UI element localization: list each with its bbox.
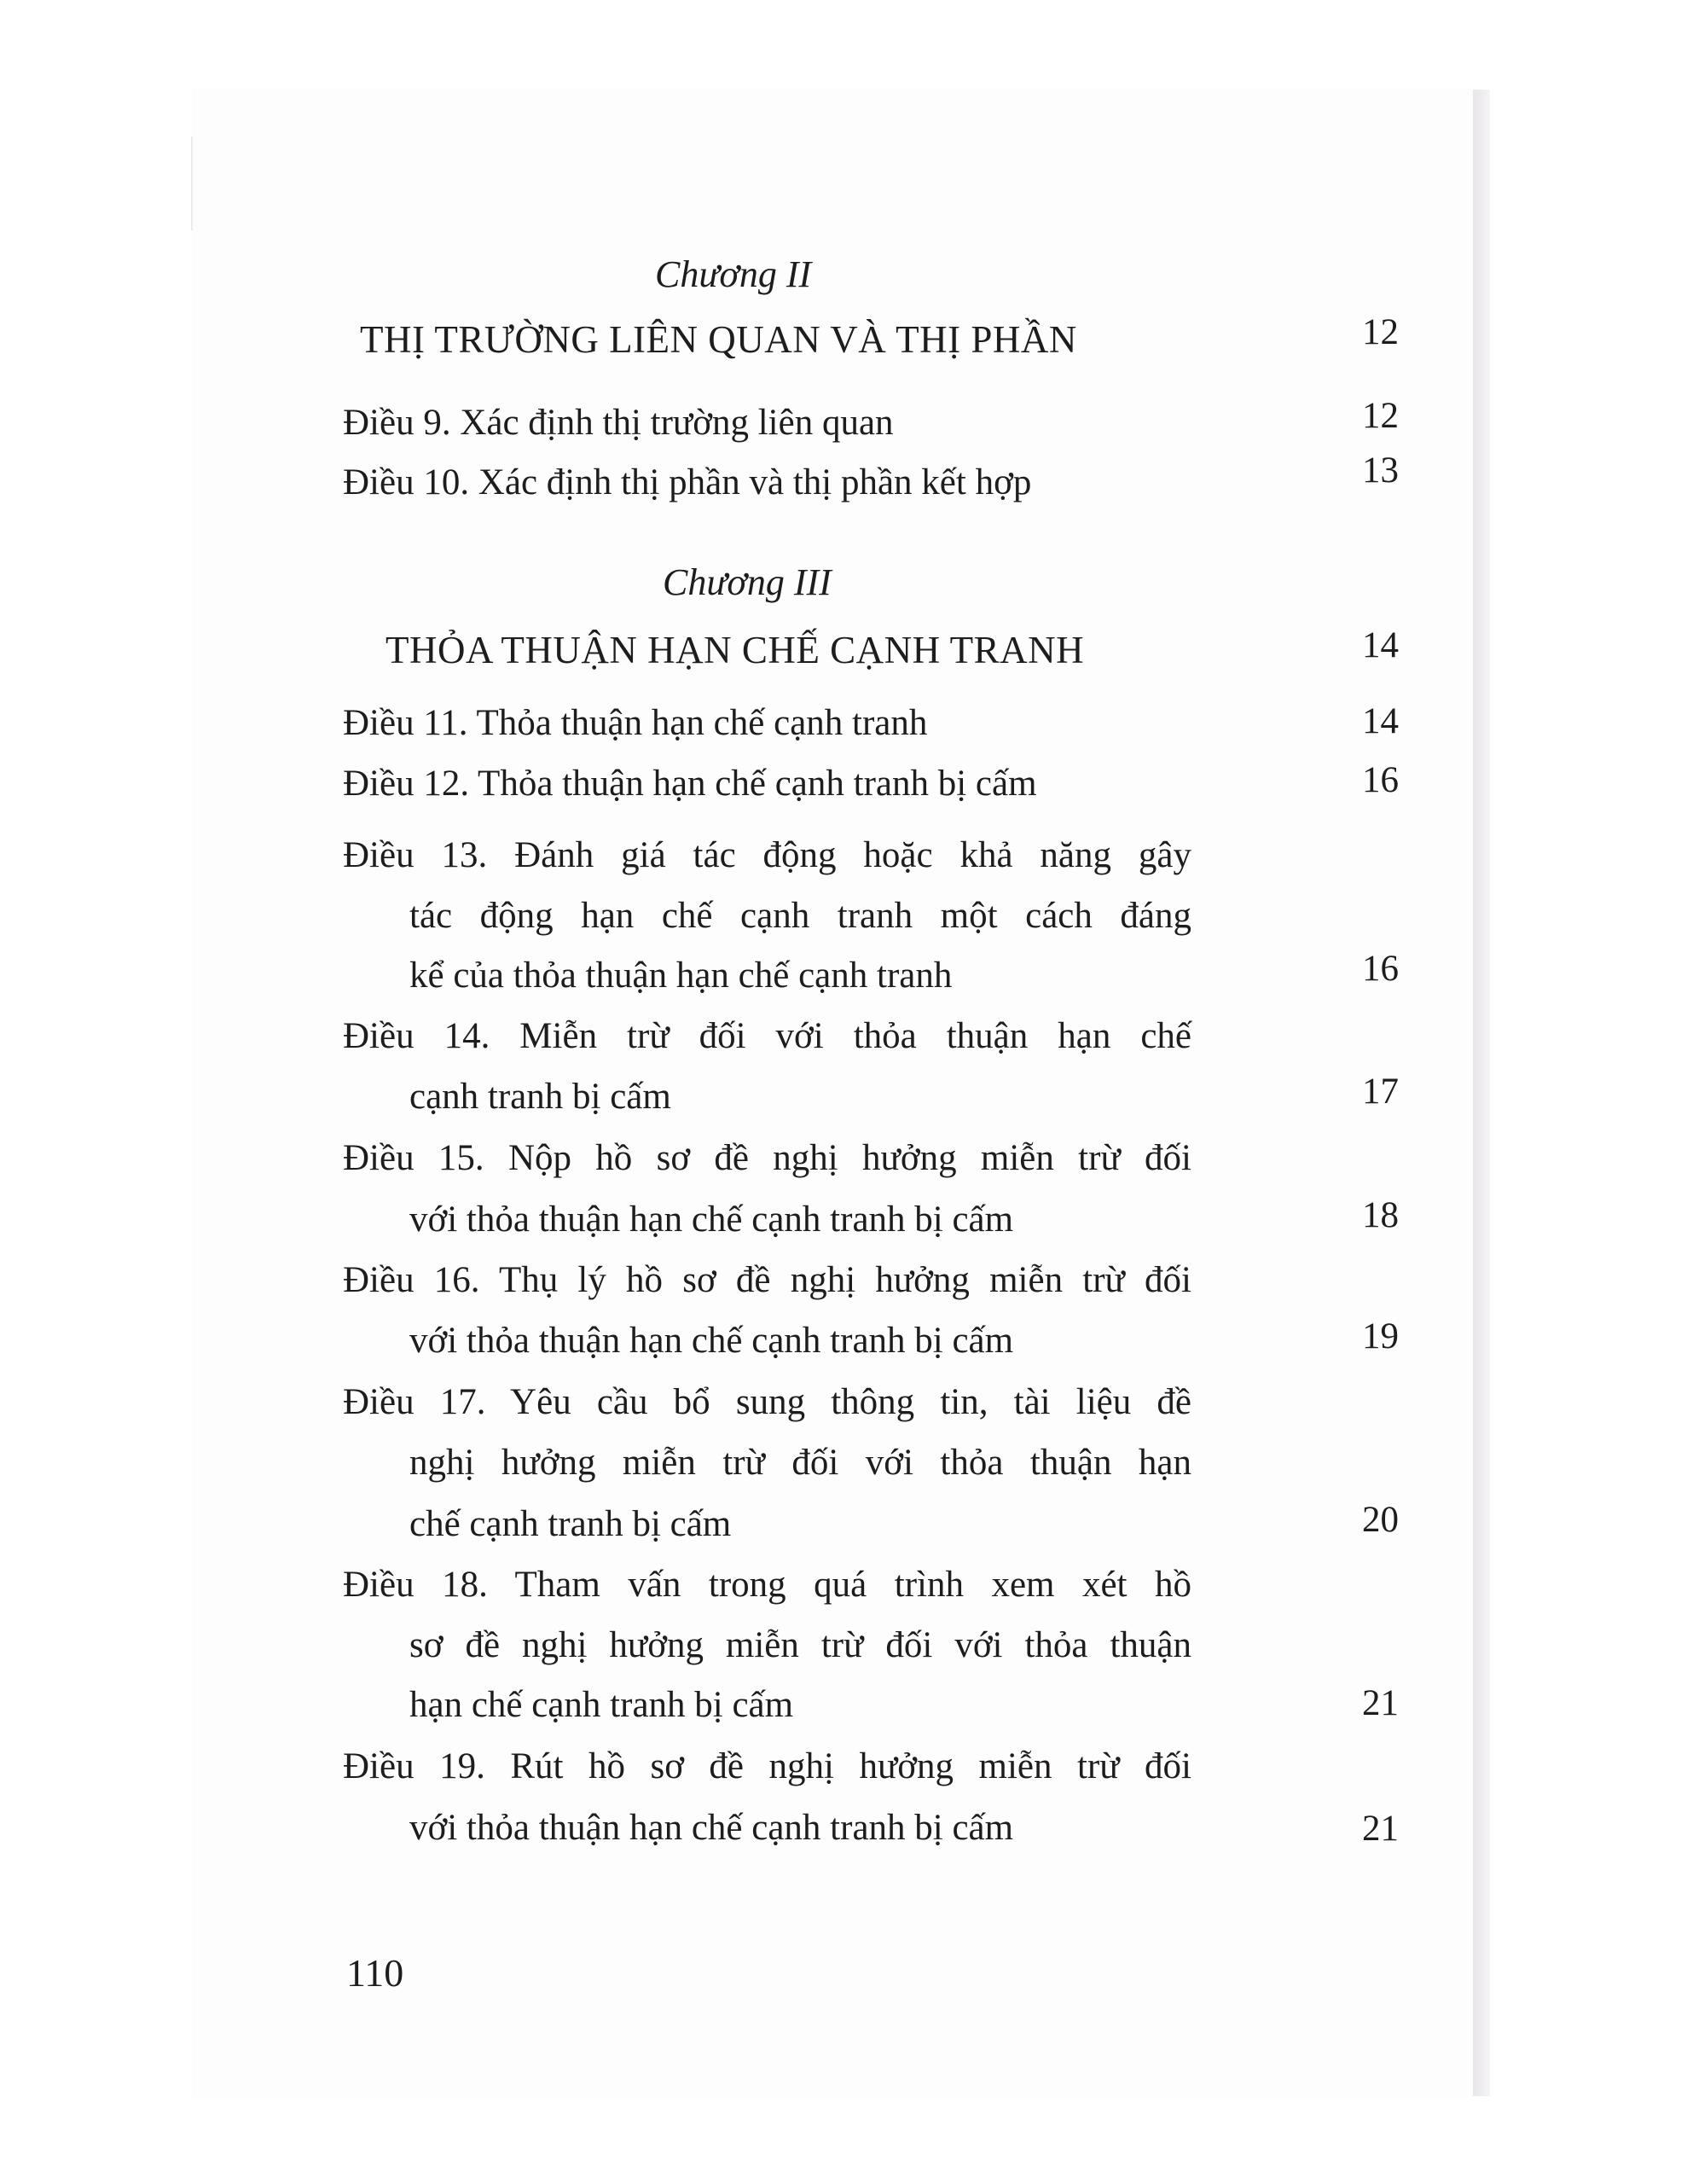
toc-page-ref: 12	[1362, 396, 1399, 436]
toc-entry-line: Điều 13. Đánh giá tác động hoặc khả năng gây	[343, 835, 1191, 875]
toc-entry-continuation: hạn chế cạnh tranh bị cấm	[409, 1685, 794, 1725]
toc-page-ref: 13	[1362, 450, 1399, 491]
page-edge-shadow	[1473, 90, 1490, 2096]
toc-entry-continuation: sơ đề nghị hưởng miễn trừ đối với thỏa thuận	[409, 1625, 1191, 1665]
toc-entry-line: Điều 18. Tham vấn trong quá trình xem xét hồ	[343, 1565, 1191, 1605]
chapter-label: Chương II	[655, 253, 812, 295]
toc-entry-continuation: kể của thỏa thuận hạn chế cạnh tranh	[409, 956, 953, 996]
toc-entry-line: Điều 15. Nộp hồ sơ đề nghị hưởng miễn trừ đối	[343, 1138, 1191, 1178]
toc-entry-line: Điều 11. Thỏa thuận hạn chế cạnh tranh	[343, 703, 928, 743]
toc-entry-continuation: tác động hạn chế cạnh tranh một cách đáng	[409, 896, 1191, 936]
toc-page-ref: 20	[1362, 1500, 1399, 1540]
page-left-edge-mark	[191, 136, 193, 230]
toc-page-ref: 21	[1362, 1809, 1399, 1849]
toc-entry-line: Điều 17. Yêu cầu bổ sung thông tin, tài liệu đề	[343, 1382, 1191, 1422]
toc-page-ref: 14	[1362, 701, 1399, 741]
chapter-page-ref: 14	[1362, 625, 1399, 665]
toc-entry-continuation: cạnh tranh bị cấm	[409, 1077, 671, 1117]
toc-page-ref: 18	[1362, 1195, 1399, 1235]
toc-page-ref: 19	[1362, 1316, 1399, 1356]
toc-entry-line: Điều 14. Miễn trừ đối với thỏa thuận hạn chế	[343, 1016, 1191, 1056]
toc-entry-continuation: với thỏa thuận hạn chế cạnh tranh bị cấm	[409, 1199, 1014, 1240]
chapter-page-ref: 12	[1362, 312, 1399, 352]
toc-entry-line: Điều 16. Thụ lý hồ sơ đề nghị hưởng miễn trừ đối	[343, 1260, 1191, 1300]
chapter-title: THỊ TRƯỜNG LIÊN QUAN VÀ THỊ PHẦN	[360, 318, 1077, 361]
toc-entry-continuation: chế cạnh tranh bị cấm	[409, 1504, 732, 1544]
toc-entry-line: Điều 10. Xác định thị phần và thị phần kết hợp	[343, 462, 1032, 502]
toc-entry-line: Điều 12. Thỏa thuận hạn chế cạnh tranh bị cấm	[343, 764, 1037, 804]
toc-entry-continuation: với thỏa thuận hạn chế cạnh tranh bị cấm	[409, 1808, 1014, 1848]
chapter-label: Chương III	[663, 561, 832, 603]
toc-entry-line: Điều 19. Rút hồ sơ đề nghị hưởng miễn trừ đối	[343, 1746, 1191, 1786]
toc-page-ref: 16	[1362, 760, 1399, 800]
toc-entry-continuation: nghị hưởng miễn trừ đối với thỏa thuận hạn	[409, 1443, 1191, 1483]
toc-page-ref: 16	[1362, 949, 1399, 989]
chapter-title: THỎA THUẬN HẠN CHẾ CẠNH TRANH	[386, 629, 1085, 671]
toc-entry-line: Điều 9. Xác định thị trường liên quan	[343, 403, 894, 443]
toc-entry-continuation: với thỏa thuận hạn chế cạnh tranh bị cấm	[409, 1321, 1014, 1361]
toc-page-ref: 17	[1362, 1072, 1399, 1112]
toc-page-ref: 21	[1362, 1683, 1399, 1723]
page-number: 110	[346, 1951, 404, 1995]
